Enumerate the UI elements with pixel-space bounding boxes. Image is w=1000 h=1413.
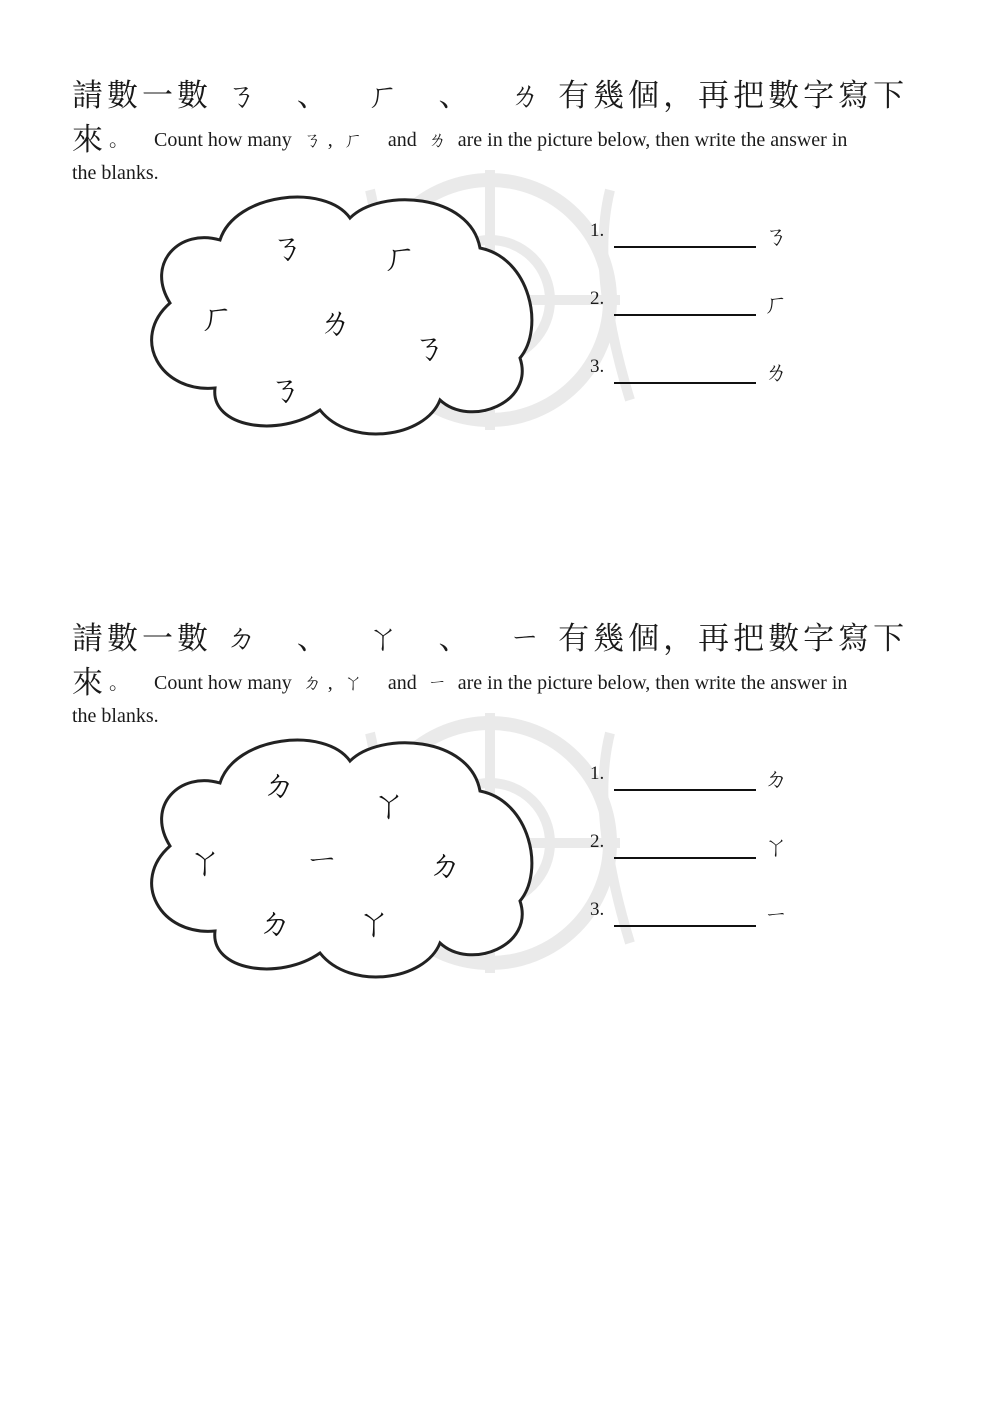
english-symbol: ㄧ [427, 672, 447, 694]
english-symbol: ㄏ [343, 129, 363, 151]
cloud-symbol: ㄉ [428, 846, 462, 886]
cloud-symbol: ㄚ [188, 843, 222, 883]
answer-number: 1. [590, 763, 605, 784]
answer-symbol: ㄉ [764, 765, 788, 793]
instruction-period: 。 [109, 672, 129, 694]
target-symbol-3: ㄧ [509, 621, 545, 657]
cloud-symbol: ㄋ [268, 370, 302, 410]
target-symbol-3: ㄌ [509, 78, 545, 114]
answer-blank[interactable] [614, 246, 756, 248]
instruction-suffix: 有幾個，再把數字寫下 [558, 621, 909, 657]
instruction-english [72, 657, 847, 702]
instruction-english-line3: the blanks. [72, 162, 159, 184]
answer-number: 1. [590, 220, 605, 241]
separator: 、 [296, 78, 332, 114]
cloud-symbol: ㄋ [270, 228, 304, 268]
instruction-line2-start: 來 [72, 122, 103, 158]
answer-blank[interactable] [614, 314, 756, 316]
english-symbol: ㄉ [302, 672, 322, 694]
instruction-english [72, 114, 847, 159]
instruction-chinese [72, 70, 908, 115]
cloud-symbol: ㄉ [262, 766, 296, 806]
cloud-symbol: ㄚ [357, 904, 391, 944]
english-text: Count how many [154, 672, 292, 694]
answer-blank[interactable] [614, 382, 756, 384]
answer-symbol: ㄋ [764, 222, 788, 250]
target-symbol-2: ㄏ [367, 78, 403, 114]
instruction-prefix: 請數一數 [72, 78, 212, 114]
target-symbol-1: ㄉ [225, 621, 261, 657]
answer-number: 2. [590, 288, 605, 309]
english-text: and [387, 672, 417, 694]
separator: 、 [438, 621, 474, 657]
cloud-symbol: ㄉ [258, 904, 292, 944]
target-symbol-2: ㄚ [367, 621, 403, 657]
answer-number: 2. [590, 831, 605, 852]
english-comma: , [327, 672, 333, 694]
cloud-symbol: ㄏ [383, 238, 417, 278]
cloud-symbol: ㄧ [305, 841, 339, 881]
english-symbol: ㄋ [302, 129, 322, 151]
instruction-suffix: 有幾個，再把數字寫下 [558, 78, 909, 114]
instruction-chinese [72, 613, 908, 658]
answer-number: 3. [590, 356, 605, 377]
instruction-prefix: 請數一數 [72, 621, 212, 657]
answer-symbol: ㄏ [764, 290, 788, 318]
english-text: are in the picture below, then write the answer in [457, 672, 848, 694]
cloud-symbol: ㄚ [372, 786, 406, 826]
answer-blank[interactable] [614, 857, 756, 859]
exercise-2 [0, 613, 1000, 1003]
exercise-1 [0, 70, 1000, 450]
cloud-symbol: ㄋ [412, 328, 446, 368]
english-text: Count how many [154, 129, 292, 151]
answer-symbol: ㄌ [764, 358, 788, 386]
instruction-english-line3: the blanks. [72, 705, 159, 727]
english-text: are in the picture below, then write the answer in [457, 129, 848, 151]
answer-blank[interactable] [614, 925, 756, 927]
answer-number: 3. [590, 899, 605, 920]
english-symbol: ㄚ [343, 672, 363, 694]
english-text: and [387, 129, 417, 151]
cloud-symbol: ㄏ [200, 298, 234, 338]
target-symbol-1: ㄋ [225, 78, 261, 114]
english-comma: , [327, 129, 333, 151]
separator: 、 [438, 78, 474, 114]
instruction-line2-start: 來 [72, 665, 103, 701]
separator: 、 [296, 621, 332, 657]
cloud-symbol: ㄌ [318, 303, 352, 343]
answer-symbol: ㄚ [764, 833, 788, 861]
english-symbol: ㄌ [427, 129, 447, 151]
answer-symbol: ㄧ [764, 901, 788, 929]
answer-blank[interactable] [614, 789, 756, 791]
instruction-period: 。 [109, 129, 129, 151]
